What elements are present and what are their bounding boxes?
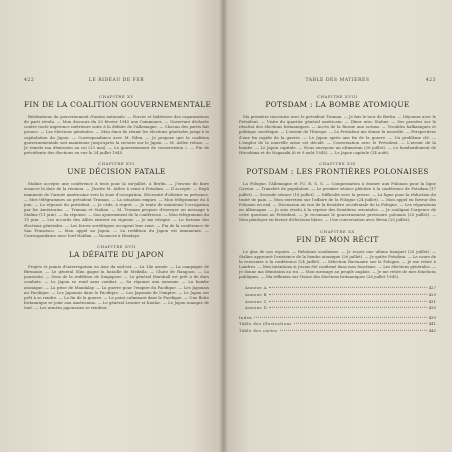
running-head-right: [239, 78, 436, 88]
toc-entry: [239, 299, 436, 306]
chapter-summary: Staline accepte une conférence à trois pour la mi-juillet, à Berlin. — J'envoie de faire avancer la date de la réunion. — J'invite M. Attlee à venir à Potsdam. — Il accepte. — Repli imminent de l'armée américaine vers la zone d'occupation. Nécessité d'obtenir sa présence. — Mes télégrammes au président Truman. — La situation empire. — Mon télégramme du 4 juin. — La réponse du président. — Je cède, à regret. — Je tente de maintenir l'occupation par les Américains. — Truman et Staline. — M. Truman propose d'envoyer un message à Staline (11 juin). — Sa réponse. — Son ajournement de la conférence. — Mon télégramme du 15 juin. — Les accords des Alliés entrent en vigueur. — Je me résigne. — Le lorisme des élections générales. — Les forces soviétiques occupent leur zone. — Fin de la conférence de San Francisco. — Mon appel au Japon. — La reddition du Japon est imminente. — Correspondance avec lord Haldax. — Vacances à Hendaye.: [24, 181, 209, 238]
chapter-title: UNE DÉCISION FATALE: [67, 167, 166, 177]
chapter-xx: [239, 229, 436, 280]
chapter-title: FIN DE MON RÉCIT: [296, 234, 379, 244]
toc-leader: [269, 294, 427, 295]
toc-entry-label: Annexe A: [245, 285, 267, 291]
chapter-title: POTSDAM : LA BOMBE ATOMIQUE: [265, 100, 410, 109]
toc-entry: [239, 305, 436, 312]
chapter-label: CHAPITRE XIX: [319, 161, 356, 167]
toc-leader: [280, 330, 427, 331]
toc-entry-page: 427: [428, 285, 436, 291]
chapter-summary: Réalisations du gouvernement d'union nationale. — Forces et faiblesses des organisations de parti révolu. — Mon discours du 25 février 1945 aux Communes. — Ouverture déclarée contre toute ingérence intérieure suite à la défaite de l'Allemagne. — Chacun des partis fait preuve. — Les élections générales. — Mon émoi de réunir les élections générales jusqu'à la capitulation du Japon. — Correspondance avec M. Eden. — Je propose que la coalition gouvernementale soit maintenue jusqu'après la victoire sur le Japon. — M. Attlee refuse. — Je remets ma démission au roi (23 mai). — Le gouvernement de conservation «. — Fin de précédente des élections en vue le 24 juillet 1945.: [24, 114, 209, 156]
toc-entry: [239, 321, 436, 328]
toc-entry-page: 441: [428, 321, 436, 327]
toc-entry-page: 439: [428, 314, 436, 320]
chapter-label: CHAPITRE XVII: [97, 243, 136, 249]
toc-entry: [239, 315, 436, 322]
book-gutter: [219, 0, 228, 452]
toc-entry-page: 445: [428, 328, 436, 333]
toc-leader: [269, 300, 427, 301]
chapter-xv: [24, 94, 212, 156]
chapter-xviii: [239, 94, 436, 155]
toc-entry-label: Annexe B: [245, 292, 267, 298]
chapter-title: POTSDAM : LES FRONTIÈRES POLONAISES: [246, 167, 429, 177]
toc-leader: [294, 323, 427, 324]
chapter-summary: La Pologne, l'Allemagne et l'U. R. S. S. — Compensation à donner aux Polonais pour la ligne Curzon. — Transfert de population. — Le premier séance plénière à la conférence de Potsdam (17 juillet). — Seconde séance (18 juillet). — Difficulté avec la presse. — La ligne pour la réduction du traité de paix. — Mon entretien sur l'affaire de la Pologne (24 juillet). — Mon appel en faveur des Polonais en exil. — Discussion en vue de la frontière occidentale de la Pologne. — Les réparations en Allemagne. — Je suis résolu à la reprise des frontières orientales. — Je soulignai l'urgence de cette question au Président. — Je reconnais le gouvernement provisoire polonais (25 juillet). — Mon plaidoyer en faveur d'élections libres. — Une conversation avec Bevin (25 juillet).: [239, 181, 436, 223]
right-page: [223, 0, 452, 452]
chapter-label: CHAPITRE XVI: [98, 161, 135, 167]
chapter-title: LA DÉFAITE DU JAPON: [68, 249, 165, 259]
chapter-summary: Projets et points d'interrogation en Asie du sud-est. — La 14e armée. — La campagne de Birmanie. — Le général Slim gagne la bataille de Meiktila. — Chute de Rangoon. — La poursuite. — Sens de la reddition de Singapour. — Le général Marshall est prêt à de durs combats. — Le Japon se rend sans combat. — Sa réponse aux ennemis. — La bombe atomique. — La prise de Mandalay. — La guerre pour l'empire du Pacifique. — Les Japonais au Pacifique. — Les Japonais dans le Pacifique. — Les Japonais de l'empire. — Le Japon est prêt à se rendre. — La fin de la guerre. — Le point culminant dans le Pacifique. — Une flotte britannique se joint aux Américains. — Le général Lesnier et Kaulac. — Le Japon manque de tout. — Les armées japonaises se rendent.: [24, 263, 209, 311]
chapter-label: CHAPITRE XVIII: [317, 94, 358, 99]
chapter-title: FIN DE LA COALITION GOUVERNEMENTALE: [24, 100, 212, 109]
toc-entry: [239, 292, 436, 299]
page-number-left: 422: [24, 78, 35, 83]
running-title-left: LE RIDEAU DE FER: [88, 78, 145, 83]
chapter-label: CHAPITRE XV: [99, 94, 134, 99]
toc-entry-label: Table des cartes: [239, 328, 278, 333]
running-head-left: [24, 78, 209, 88]
toc-entry-label: Index: [239, 314, 253, 320]
toc-entry-label: Annexe D: [245, 305, 268, 311]
toc-leader: [269, 287, 427, 288]
left-page: [0, 0, 223, 452]
toc-entry-page: 435: [428, 305, 436, 311]
toc-leader: [254, 317, 427, 318]
chapter-label: CHAPITRE XX: [320, 228, 355, 234]
toc-entry-page: 429: [428, 292, 436, 298]
toc-leader: [269, 307, 426, 308]
chapter-xvi: [24, 161, 209, 238]
toc-entry-page: 431: [428, 298, 436, 304]
toc-entry: [239, 328, 436, 335]
chapter-summary: Le glas de nos espoirs. — Relations soudaines. — Je reçois une ultime banquet (25 juillet). — Staline approuvé l'existence de la bombe atomique (26 juillet). — Je quitte Potsdam. — Le cours de la rencontre à la conférence (24 juillet). — Sélection fluctuante sur la Pologne. — Je me retire à Londres. — Mes intentions si j'avais été confirmé dans mes fonctions. — Les élections générales. — Je donne ma démission au roi. — Mon message au peuple anglais. — Je me retire de mes fonctions publiques. — Ma réflexion sur l'issue des élections britanniques (26 juillet 1945).: [239, 248, 436, 280]
chapter-xvii: [24, 244, 209, 310]
toc-list: [239, 285, 436, 334]
page-number-right: 423: [425, 78, 436, 83]
toc-entry-label: Table des illustrations: [239, 321, 292, 327]
toc-entry-label: Annexe C: [245, 298, 268, 304]
chapter-summary: Ma première rencontre avec le président Truman. — Je fais le tour de Berlin. — Déjeuner avec le Président. — Visite du quartier général américain. — Dîner avec Staline. — Ses pensées sur le résultat des élections britanniques. — Accès de la Russie aux océans. — Troubles balkaniques et politique soviétique. — L'avenir de l'Europe. — Le Président me donne la nouvelle. — Perspectives d'une fin rapide de la guerre. — Le Japon après une fin de la guerre. — Un problème clé. — L'emploi de la nouvelle arme est décidé. — Conversation avec le Président. — L'avenir de la bombe. — Le Japon capitule. — Nous envoyons un ultimatum (26 juillet). — Le bombardement de Hiroshima et de Nagasaki (6 et 9 août 1945). — Le Japon capitule (14 août).: [239, 114, 436, 156]
toc-entry: [239, 285, 436, 292]
running-title-right: TABLE DES MATIÈRES: [305, 78, 370, 83]
chapter-xix: [239, 161, 436, 222]
